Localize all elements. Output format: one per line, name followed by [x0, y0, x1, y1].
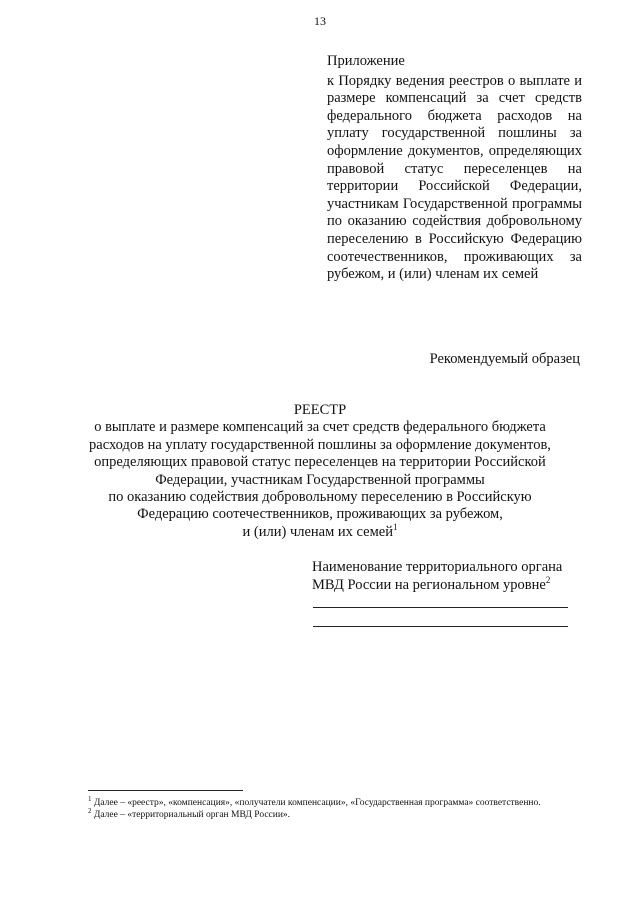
registry-line-4: Федерации, участникам Государственной программы: [155, 471, 485, 488]
registry-line-7-text: и (или) членам их семей: [242, 523, 393, 540]
registry-line-1: о выплате и размере компенсаций за счет средств федерального бюджета: [94, 419, 546, 436]
registry-heading: РЕЕСТР: [293, 402, 347, 418]
registry-line-6: Федерацию соотечественников, проживающих за рубежом,: [137, 506, 503, 523]
organ-fill-line-2: [313, 626, 568, 627]
footnote-mark-2: 2: [545, 575, 551, 586]
sample-label: Рекомендуемый образец: [429, 351, 580, 367]
appendix-title: Приложение: [327, 53, 405, 69]
footnote-1-mark: 1: [88, 794, 92, 803]
organ-line-2-text: МВД России на региональном уровне: [312, 577, 546, 593]
footnote-separator: [88, 790, 243, 791]
footnote-2-mark: 2: [88, 806, 92, 815]
organ-line-1: Наименование территориального органа: [312, 559, 563, 575]
registry-line-7: [70, 524, 570, 541]
organ-fill-line-1: [313, 607, 568, 608]
footnote-2: [88, 806, 580, 822]
organ-line-2: [312, 576, 582, 594]
registry-line-2: расходов на уплату государственной пошлины за оформление документов,: [89, 436, 551, 453]
page-number: 13: [314, 14, 326, 28]
footnote-mark-1: 1: [392, 522, 398, 533]
registry-description: [70, 419, 570, 541]
registry-line-5: по оказанию содействия добровольному переселению в Российскую: [108, 489, 532, 506]
footnote-2-text: Далее – «территориальный орган МВД России».: [93, 809, 291, 820]
appendix-text: к Порядку ведения реестров о выплате и размере компенсаций за счет средств федерального бюджета расходов на уплату государственной пошлины за оформление документов, определяющих правовой статус переселенцев на территории Российской Федерации, участникам Государственной программы по оказанию содействия добровольному переселению в Российскую Федерацию соотечественников, проживающих за рубежом, и (или) членам их семей: [327, 72, 582, 283]
footnote-1: [88, 794, 580, 810]
footnotes: [88, 794, 580, 821]
organ-name-block: [312, 558, 582, 594]
registry-line-3: определяющих правовой статус переселенцев на территории Российской: [94, 454, 546, 471]
footnote-1-text: Далее – «реестр», «компенсация», «получатели компенсации», «Государственная программа» соответственно.: [93, 798, 541, 808]
appendix-block: [327, 53, 582, 284]
registry-title-block: [70, 402, 570, 541]
